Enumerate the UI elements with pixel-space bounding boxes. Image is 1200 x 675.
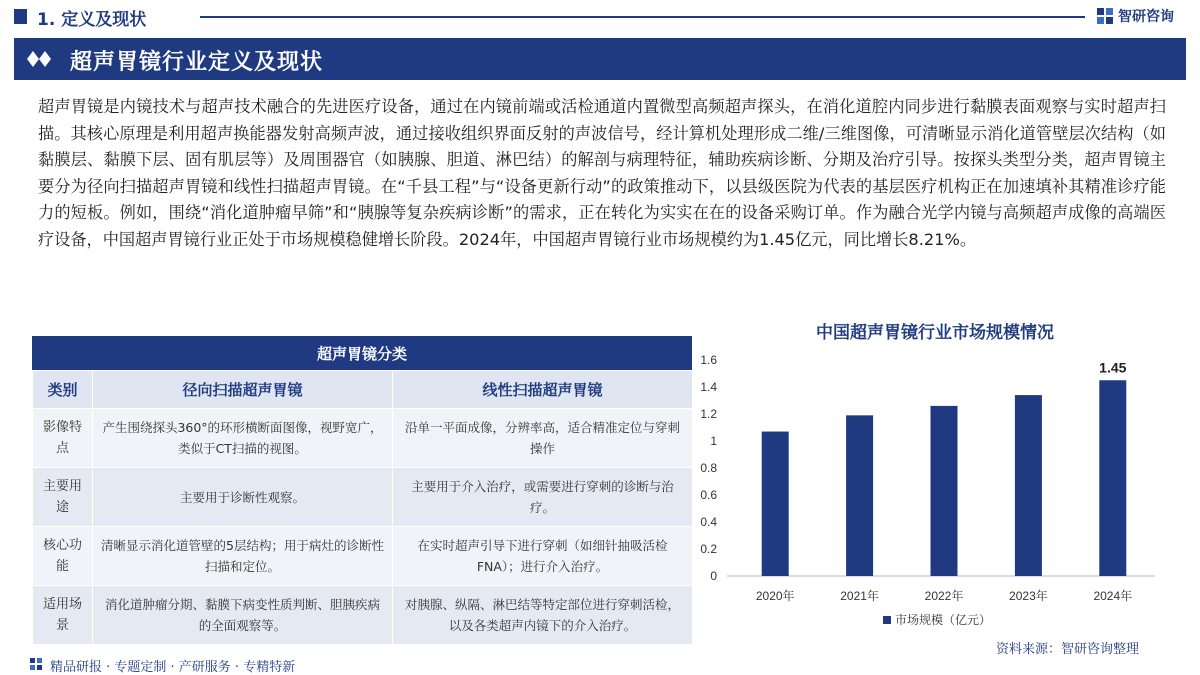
classification-table [32,336,692,645]
row-category: 核心功能 [33,527,93,586]
section-title: 1. 定义及现状 [37,10,147,30]
row-radial: 产生围绕探头360°的环形横断面图像，视野宽广，类似于CT扫描的视图。 [93,409,393,468]
row-radial: 消化道肿瘤分期、黏膜下病变性质判断、胆胰疾病的全面观察等。 [93,586,393,645]
row-linear: 沿单一平面成像，分辨率高，适合精准定位与穿刺操作 [393,409,693,468]
source-note: 资料来源：智研咨询整理 [996,642,1140,657]
diamond-icon [26,50,56,68]
header-radial: 径向扫描超声胃镜 [93,371,393,409]
x-tick-label: 2023年 [1009,589,1048,603]
header-divider [200,16,1085,18]
bar [1015,395,1042,576]
row-category: 影像特点 [33,409,93,468]
legend-swatch [883,616,891,624]
table-header-row [33,371,693,409]
table-row [33,409,693,468]
x-tick-label: 2024年 [1093,589,1133,603]
footer [0,654,1200,675]
y-tick-label: 1.6 [700,353,717,367]
row-radial: 主要用于诊断性观察。 [93,468,393,527]
market-size-chart [695,312,1175,652]
y-tick-label: 1 [710,434,717,448]
bar [931,406,958,576]
data-label: 1.45 [1099,359,1127,376]
x-tick-label: 2022年 [924,589,964,603]
table-row [33,527,693,586]
y-tick-label: 1.4 [700,380,717,394]
bar [846,415,873,576]
row-radial: 清晰显示消化道管壁的5层结构；用于病灶的诊断性扫描和定位。 [93,527,393,586]
table-row [33,586,693,645]
footer-text: 精品研报 · 专题定制 · 产研服务 · 专精特新 [50,660,296,675]
legend-label: 市场规模（亿元） [895,613,992,627]
chart-canvas [695,312,1175,652]
row-linear: 主要用于介入治疗，或需要进行穿刺的诊断与治疗。 [393,468,693,527]
y-tick-label: 0.8 [700,461,717,475]
section-marker [14,9,27,24]
table-caption: 超声胃镜分类 [32,336,692,370]
row-linear: 对胰腺、纵隔、淋巴结等特定部位进行穿刺活检，以及各类超声内镜下的介入治疗。 [393,586,693,645]
brand-name: 智研咨询 [1118,9,1174,25]
y-tick-label: 0 [710,569,717,583]
brand-logo [1096,6,1174,26]
x-tick-label: 2021年 [840,589,879,603]
y-tick-label: 0.2 [700,542,717,556]
row-category: 适用场景 [33,586,93,645]
y-tick-label: 1.2 [700,407,717,421]
bar [762,432,789,576]
top-bar [0,0,1200,34]
row-linear: 在实时超声引导下进行穿刺（如细针抽吸活检FNA）；进行介入治疗。 [393,527,693,586]
table-row [33,468,693,527]
intro-paragraph: 超声胃镜是内镜技术与超声技术融合的先进医疗设备，通过在内镜前端或活检通道内置微型高频超声探头，在消化道腔内同步进行黏膜表面观察与实时超声扫描。其核心原理是利用超声换能器发射高频声波，通过接收组织界面反射的声波信号，经计算机处理形成二维/三维图像，可清晰显示消化道管壁层次结构（如黏膜层、黏膜下层、固有肌层等）及周围器官（如胰腺、胆道、淋巴结）的解剖与病理特征，辅助疾病诊断、分期及治疗引导。按探头类型分类，超声胃镜主要分为径向扫描超声胃镜和线性扫描超声胃镜。在“千县工程”与“设备更新行动”的政策推动下，以县级医院为代表的基层医疗机构正在加速填补其精准诊疗能力的短板。例如，围绕“消化道肿瘤早筛”和“胰腺等复杂疾病诊断”的需求，正在转化为实实在在的设备采购订单。作为融合光学内镜与高频超声成像的高端医疗设备，中国超声胃镜行业正处于市场规模稳健增长阶段。2024年，中国超声胃镜行业市场规模约为1.45亿元，同比增长8.21%。 [38,97,1166,249]
y-tick-label: 0.4 [700,515,717,529]
y-tick-label: 0.6 [700,488,717,502]
chart-title: 中国超声胃镜行业市场规模情况 [816,323,1054,343]
brand-icon [1096,7,1114,25]
row-category: 主要用途 [33,468,93,527]
bar [1099,380,1126,576]
brand-icon [30,658,42,670]
title-banner [14,38,1186,80]
header-category: 类别 [33,371,93,409]
header-linear: 线性扫描超声胃镜 [393,371,693,409]
banner-title: 超声胃镜行业定义及现状 [70,50,324,75]
x-tick-label: 2020年 [755,589,795,603]
